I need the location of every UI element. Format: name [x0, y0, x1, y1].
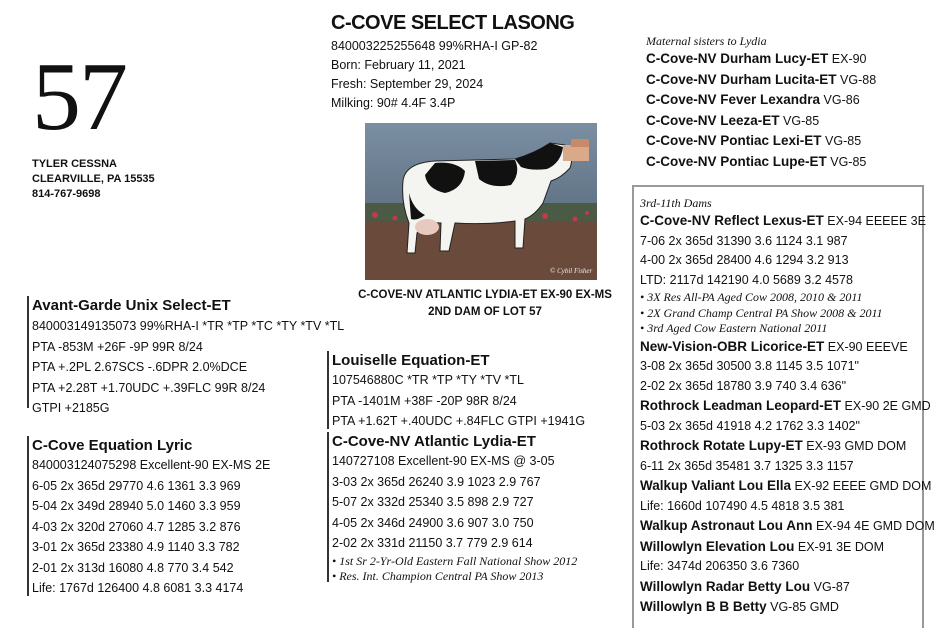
ancestor-dam-score: EX-93 GMD DOM [806, 439, 907, 453]
maternal-sisters-section [646, 33, 876, 172]
ancestor-dam-name: Walkup Astronaut Lou Ann [640, 518, 813, 533]
dam-line: 3-01 2x 365d 23380 4.9 1140 3.3 782 [32, 540, 240, 554]
dams-sire-name: Louiselle Equation-ET [332, 352, 490, 369]
ancestor-dam-score: EX-92 EEEE GMD DOM [794, 479, 932, 493]
second-dam-note: • 1st Sr 2-Yr-Old Eastern Fall National Show 2012 [332, 553, 578, 568]
animal-name: C-COVE SELECT LASONG [331, 12, 575, 34]
animal-details [331, 37, 537, 113]
ancestor-dam-entry [640, 337, 935, 358]
maternal-sister-item [646, 131, 876, 152]
second-dam-line: 140727108 Excellent-90 EX-MS @ 3-05 [332, 454, 555, 468]
ancestor-dam-name: Walkup Valiant Lou Ella [640, 478, 792, 493]
dam-name: C-Cove Equation Lyric [32, 437, 193, 454]
ancestor-dam-note: • 3rd Aged Cow Eastern National 2011 [640, 321, 828, 335]
dam-line: 5-04 2x 349d 28940 5.0 1460 3.3 959 [32, 499, 241, 513]
dam-section [27, 436, 270, 596]
maternal-sister-name: C-Cove-NV Fever Lexandra [646, 92, 821, 107]
ancestor-dam-entry [640, 436, 935, 457]
sire-line: PTA +2.28T +1.70UDC +.39FLC 99R 8/24 [32, 380, 266, 395]
ancestor-dam-name: C-Cove-NV Reflect Lexus-ET [640, 213, 824, 228]
maternal-sister-name: C-Cove-NV Durham Lucy-ET [646, 51, 829, 66]
sire-line: PTA +.2PL 2.67SCS -.6DPR 2.0%DCE [32, 360, 248, 374]
ancestor-dam-entry [640, 516, 935, 537]
sire-line: 840003149135073 99%RHA-I *TR *TP *TC *TY *TV *TL [32, 319, 345, 333]
maternal-sister-score: EX-90 [831, 52, 867, 66]
maternal-sister-item [646, 70, 876, 91]
ancestor-dam-score: EX-94 EEEEE 3E [827, 214, 926, 228]
sire-section [27, 296, 345, 415]
consignor-name: TYLER CESSNA [32, 158, 117, 170]
animal-milking: Milking: 90# 4.4F 3.4P [331, 96, 456, 110]
maternal-sister-item [646, 90, 876, 111]
maternal-sister-score: VG-85 [783, 113, 820, 128]
ancestor-dam-record: Life: 3474d 206350 3.6 7360 [640, 559, 800, 573]
second-dam-line: 4-05 2x 346d 24900 3.6 907 3.0 750 [332, 515, 534, 530]
ancestor-dam-note: • 2X Grand Champ Central PA Show 2008 & 2011 [640, 305, 883, 320]
ancestor-dams-title: 3rd-11th Dams [640, 196, 712, 210]
lot-number: 57 [32, 43, 126, 151]
ancestor-dam-record: 3-08 2x 365d 30500 3.8 1145 3.5 1071" [640, 359, 859, 373]
maternal-sister-score: VG-88 [840, 72, 877, 87]
ancestor-dam-name: Willowlyn Elevation Lou [640, 538, 795, 554]
photo-watermark: © Cybil Fisher [550, 267, 593, 275]
ancestor-dams-box [632, 185, 935, 628]
sire-name: Avant-Garde Unix Select-ET [32, 297, 231, 314]
sire-line: GTPI +2185G [32, 401, 110, 415]
cow-photo [365, 123, 597, 280]
dam-line: 6-05 2x 365d 29770 4.6 1361 3.3 969 [32, 478, 241, 493]
ancestor-dam-score: EX-94 4E GMD DOM [815, 519, 935, 533]
ancestor-dam-score: VG-85 GMD [770, 600, 839, 614]
dams-sire-line: PTA +1.62T +.40UDC +.84FLC GTPI +1941G [332, 414, 586, 428]
maternal-sister-score: VG-85 [830, 154, 867, 169]
second-dam-note: • Res. Int. Champion Central PA Show 2013 [332, 568, 544, 583]
ancestor-dam-name: Willowlyn B B Betty [640, 599, 767, 614]
animal-born: Born: February 11, 2021 [331, 58, 466, 72]
photo-caption [340, 287, 630, 321]
maternal-sister-name: C-Cove-NV Leeza-ET [646, 112, 780, 128]
ancestor-dam-entry [640, 577, 935, 598]
maternal-sister-name: C-Cove-NV Pontiac Lexi-ET [646, 133, 822, 148]
animal-fresh: Fresh: September 29, 2024 [331, 77, 484, 91]
photo-caption-line-2: 2ND DAM OF LOT 57 [428, 306, 542, 318]
ancestor-dam-record: Life: 1660d 107490 4.5 4818 3.5 381 [640, 498, 845, 513]
ancestor-dam-entry [640, 537, 935, 558]
ancestor-dam-name: Willowlyn Radar Betty Lou [640, 578, 811, 594]
cow-illustration [365, 123, 597, 280]
maternal-sister-name: C-Cove-NV Pontiac Lupe-ET [646, 153, 827, 169]
ancestor-dam-name: New-Vision-OBR Licorice-ET [640, 338, 825, 354]
maternal-sister-item [646, 49, 876, 70]
maternal-sister-score: VG-85 [825, 134, 862, 148]
ancestor-dam-record: 6-11 2x 365d 35481 3.7 1325 3.3 1157 [640, 458, 854, 473]
maternal-sisters-list [646, 49, 876, 172]
maternal-sister-item [646, 111, 876, 132]
maternal-sister-score: VG-86 [823, 93, 860, 107]
dam-line: Life: 1767d 126400 4.8 6081 3.3 4174 [32, 581, 244, 595]
dam-line: 840003124075298 Excellent-90 EX-MS 2E [32, 458, 271, 472]
consignor-address: CLEARVILLE, PA 15535 [32, 173, 155, 185]
maternal-sisters-title: Maternal sisters to Lydia [646, 34, 767, 48]
ancestor-dam-name: Rothrock Leadman Leopard-ET [640, 398, 842, 413]
sire-line: PTA -853M +26F -9P 99R 8/24 [32, 339, 203, 354]
dam-line: 2-01 2x 313d 16080 4.8 770 3.4 542 [32, 560, 234, 575]
second-dam-line: 5-07 2x 332d 25340 3.5 898 2.9 727 [332, 495, 534, 509]
second-dam-line: 3-03 2x 365d 26240 3.9 1023 2.9 767 [332, 474, 541, 489]
maternal-sister-name: C-Cove-NV Durham Lucita-ET [646, 71, 837, 87]
animal-id-line: 840003225255648 99%RHA-I GP-82 [331, 39, 538, 53]
ancestor-dam-score: VG-87 [813, 579, 850, 594]
ancestor-dam-record: 5-03 2x 365d 41918 4.2 1762 3.3 1402" [640, 418, 860, 433]
dams-sire-section [327, 351, 585, 429]
consignor-phone: 814-767-9698 [32, 188, 101, 200]
ancestor-dam-record: LTD: 2117d 142190 4.0 5689 3.2 4578 [640, 272, 853, 287]
second-dam-name: C-Cove-NV Atlantic Lydia-ET [332, 433, 536, 450]
ancestor-dam-entry [640, 396, 935, 417]
ancestor-dam-entry [640, 476, 935, 497]
dam-line: 4-03 2x 320d 27060 4.7 1285 3.2 876 [32, 519, 241, 534]
ancestor-dam-score: EX-90 2E GMD [844, 399, 931, 413]
second-dam-line: 2-02 2x 331d 21150 3.7 779 2.9 614 [332, 536, 533, 550]
ancestor-dam-note: • 3X Res All-PA Aged Cow 2008, 2010 & 2011 [640, 290, 863, 304]
consignor-info [32, 157, 155, 202]
ancestor-dam-score: EX-91 3E DOM [797, 539, 885, 554]
ancestor-dam-record: 2-02 2x 365d 18780 3.9 740 3.4 636" [640, 378, 846, 393]
ancestor-dam-record: 7-06 2x 365d 31390 3.6 1124 3.1 987 [640, 233, 848, 248]
ancestor-dam-entry [640, 597, 935, 618]
ancestor-dam-record: 4-00 2x 365d 28400 4.6 1294 3.2 913 [640, 253, 849, 267]
ancestor-dam-entry [640, 211, 935, 232]
ancestor-dams-list [640, 211, 935, 618]
dams-sire-line: 107546880C *TR *TP *TY *TV *TL [332, 373, 524, 387]
maternal-sister-item [646, 152, 876, 173]
photo-caption-line-1: C-COVE-NV ATLANTIC LYDIA-ET EX-90 EX-MS [358, 289, 612, 301]
ancestor-dam-score: EX-90 EEEVE [827, 339, 908, 354]
second-dam-section [327, 432, 577, 582]
ancestor-dam-name: Rothrock Rotate Lupy-ET [640, 438, 803, 453]
dams-sire-line: PTA -1401M +38F -20P 98R 8/24 [332, 393, 517, 408]
